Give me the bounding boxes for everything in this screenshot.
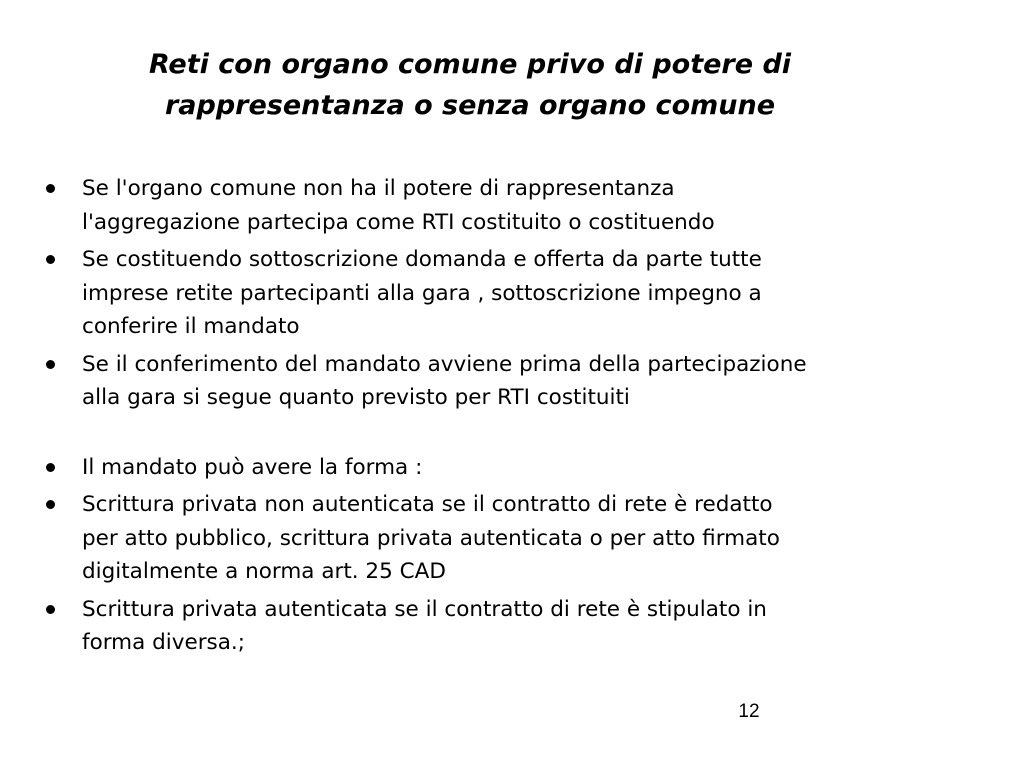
bullet-item bbox=[46, 593, 976, 660]
slide-title bbox=[60, 44, 880, 126]
bullet-text bbox=[82, 243, 976, 344]
bullet-line: digitalmente a norma art. 25 CAD bbox=[82, 559, 446, 584]
bullet-line: forma diversa.; bbox=[82, 630, 246, 655]
bullet-dot-icon bbox=[46, 463, 55, 472]
bullet-text bbox=[82, 348, 976, 415]
bullet-dot-icon bbox=[46, 184, 55, 193]
bullet-text bbox=[82, 593, 976, 660]
bullet-text bbox=[82, 451, 976, 485]
bullet-item bbox=[46, 348, 976, 415]
title-line: rappresentanza o senza organo comune bbox=[164, 90, 776, 121]
bullet-text bbox=[82, 488, 976, 589]
bullet-line: per atto pubblico, scrittura privata autenticata o per atto firmato bbox=[82, 525, 780, 551]
bullet-line: Il mandato può avere la forma : bbox=[82, 454, 423, 480]
bullet-dot-icon bbox=[46, 255, 55, 264]
title-line: Reti con organo comune privo di potere di bbox=[148, 49, 792, 80]
bullet-line: l'aggregazione partecipa come RTI costituito o costituendo bbox=[82, 209, 715, 235]
bullet-item bbox=[46, 451, 976, 485]
bullet-text bbox=[82, 172, 976, 239]
bullet-dot-icon bbox=[46, 605, 55, 614]
bullet-line: Scrittura privata autenticata se il contratto di rete è stipulato in bbox=[82, 596, 767, 622]
bullet-list bbox=[46, 172, 976, 664]
bullet-item bbox=[46, 488, 976, 589]
bullet-line: Se l'organo comune non ha il potere di rappresentanza bbox=[82, 176, 675, 201]
bullet-line: Se costituendo sottoscrizione domanda e offerta da parte tutte bbox=[82, 247, 762, 272]
bullet-item bbox=[46, 172, 976, 239]
bullet-item bbox=[46, 243, 976, 344]
bullet-line: Se il conferimento del mandato avviene prima della partecipazione bbox=[82, 351, 807, 377]
page-number: 12 bbox=[738, 701, 760, 722]
bullet-line: alla gara si segue quanto previsto per RTI costituiti bbox=[82, 385, 630, 410]
bullet-line: Scrittura privata non autenticata se il contratto di rete è redatto bbox=[82, 492, 773, 517]
bullet-line: imprese retite partecipanti alla gara , sottoscrizione impegno a bbox=[82, 280, 762, 306]
bullet-line: conferire il mandato bbox=[82, 314, 300, 339]
bullet-dot-icon bbox=[46, 500, 55, 509]
bullet-dot-icon bbox=[46, 360, 55, 369]
